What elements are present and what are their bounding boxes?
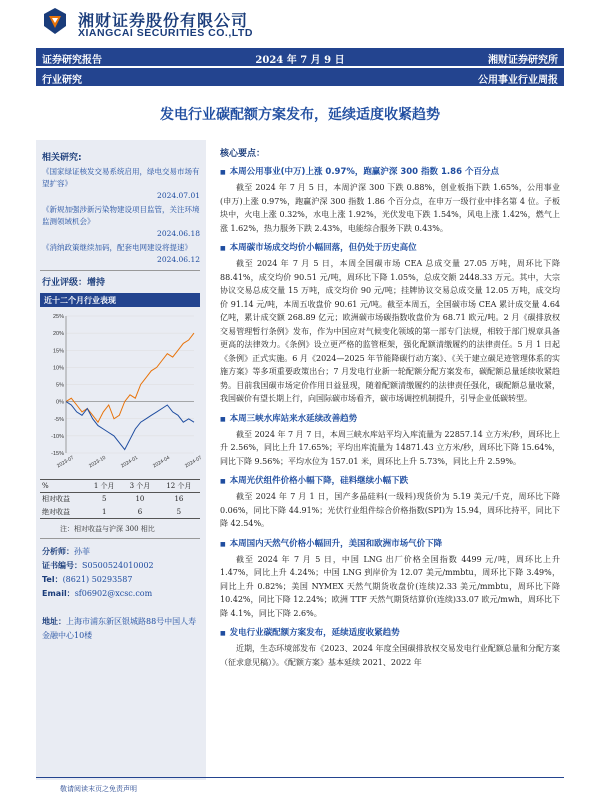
y-tick-label: 25% xyxy=(52,314,64,320)
y-tick-label: -15% xyxy=(51,451,64,457)
table-cell: 16 xyxy=(174,495,184,504)
footer-rule xyxy=(36,777,564,778)
section-body: 截至 2024 年 7 月 5 日，本周全国碳市场 CEA 总成交量 27.05 万吨，周环比下降 88.41%，成交均价 90.51 元/吨，周环比下降 1.05%，总成交额 2448.33 万元。其中，大宗协议交易总成交量 15 万吨，成交均价 90 元/吨；挂牌协议交易总成交量 12.05 万吨，成交均价 91.14 元/吨，本周五收盘价 90.61 元/吨。截至本周五，全国碳市场 CEA 累计成交量 4.64 亿吨，累计成交额 268.89 亿元；欧洲碳市场碳指数收盘价为 68.71 欧元/吨。2 月《碳排放权交易管理暂行条例》发布，作为中国应对气候变化领域的第一部专门法规，相较于部门规章具备更高的法律效力。《条例》设立更严格的监管框架，强化配额清缴履约的法律责任。5 月 1 日起《条例》正式实施。6 月《2024—2025 年节能降碳行动方案》、《关于建立碳足迹管理体系的实施方案》等多项重要政策出台；7 月发电行业新一轮配额分配方案发布，碳配额总量延续收紧趋势。目前我国碳市场定价作用日益显现，随着配额清缴履约的法律责任强化，碳配额总量收紧，我国碳价有望长期上行，向国际碳市场看齐，碳市场调控机制提升，引导企业低碳转型。 xyxy=(220,259,560,403)
x-tick-label: 2024-04 xyxy=(152,454,171,470)
section-body: 截至 2024 年 7 月 7 日，本周三峡水库站平均入库流量为 22857.14 立方米/秒，周环比上升 2.56%，同比上升 17.65%；平均出库流量为 14871.43 立方米/秒，周环比下降 15.64%，同比下降 9.56%；平均水位为 157.01 米，周环比上升 5.73%，同比上升 2.59%。 xyxy=(220,429,561,466)
address-label: 地址： xyxy=(42,617,66,626)
tel-row xyxy=(42,573,202,587)
section-heading: ■ 本周国内天然气价格小幅回升，美国和欧洲市场气价下降 xyxy=(220,537,560,549)
table-header-cell: % xyxy=(40,480,86,493)
table-cell: 5 xyxy=(101,495,107,504)
email-row xyxy=(42,587,202,601)
table-cell: 相对收益 xyxy=(42,495,70,504)
table-row xyxy=(40,506,200,519)
y-tick-label: 0% xyxy=(56,399,64,406)
main-content xyxy=(220,146,560,669)
table-note: 注：相对收益与沪深 300 相比 xyxy=(60,525,155,533)
section-heading: ■ 发电行业碳配额方案发布，延续适度收紧趋势 xyxy=(220,626,560,638)
performance-table xyxy=(40,479,200,519)
brand-name-cn: 湘财证券股份有限公司 xyxy=(78,11,249,30)
chart-title: 近十二个月行业表现 xyxy=(40,293,200,307)
x-tick-label: 2024-01 xyxy=(120,454,139,470)
section-body: 近期，生态环境部发布《2023、2024 年度全国碳排放权交易发电行业配额总量和分配方案（征求意见稿）》。《配额方案》基本延续 2021、2022 年 xyxy=(220,644,560,667)
institute-name: 湘财证券研究所 xyxy=(488,55,558,66)
section-heading: ■ 本周三峡水库站来水延续改善趋势 xyxy=(220,412,560,424)
related-item-text[interactable]: 《消纳政策继续加码，配套电网建设将提速》 xyxy=(42,243,192,252)
section-body: 截至 2024 年 7 月 1 日，国产多晶硅料(一级料)现货价为 5.19 美元/千克，周环比下降 0.06%，同比下降 44.91%；光伏行业组件综合价格指数(SPI)为 15.94，周环比持平，同比下降 42.54%。 xyxy=(220,492,560,528)
analyst-label: 分析师： xyxy=(42,547,74,556)
report-type: 证券研究报告 xyxy=(42,55,102,66)
sidebar-divider xyxy=(40,270,200,271)
table-header-row xyxy=(40,480,200,493)
analyst-name: 孙菲 xyxy=(74,547,90,556)
y-tick-label: 15% xyxy=(52,348,64,355)
research-category: 行业研究 xyxy=(42,75,82,86)
tel-number: (8621) 50293587 xyxy=(62,575,133,584)
cert-number: S0500524010002 xyxy=(82,561,154,570)
related-item-text[interactable]: 《国家绿证核发交易系统启用，绿电交易市场有望扩容》 xyxy=(42,167,200,188)
table-header-cell: 1 个月 xyxy=(86,480,122,493)
related-item-date: 2024.06.18 xyxy=(157,229,200,238)
sidebar-divider xyxy=(40,538,200,539)
related-item-date: 2024.06.12 xyxy=(157,255,200,264)
cert-label: 证书编号： xyxy=(42,561,82,570)
series-line xyxy=(66,402,194,450)
y-tick-label: 20% xyxy=(52,331,64,338)
table-row xyxy=(40,493,200,506)
table-cell: 10 xyxy=(135,495,145,504)
header-band-bottom xyxy=(36,68,564,86)
email-link[interactable]: sf06902@xcsc.com xyxy=(74,589,153,598)
brand-name-en: XIANGCAI SECURITIES CO.,LTD xyxy=(78,27,253,39)
table-cell: 1 xyxy=(86,506,122,519)
report-title: 发电行业碳配额方案发布，延续适度收紧趋势 xyxy=(160,107,440,123)
address-text: 上海市浦东新区银城路88号中国人寿金融中心10楼 xyxy=(42,617,197,640)
company-logo xyxy=(40,6,70,36)
disclaimer-note[interactable]: 敬请阅读末页之免责声明 xyxy=(60,785,137,793)
report-date: 2024 年 7 月 9 日 xyxy=(255,55,345,66)
address-block xyxy=(42,615,200,643)
table-cell: 5 xyxy=(158,506,200,519)
section-body: 截至 2024 年 7 月 5 日，本周沪深 300 下跌 0.88%，创业板指下跌 1.65%，公用事业(申万)上涨 0.97%，跑赢沪深 300 指数 1.86 个百分点，在申万一级行业中排名第 4 位。子板块中，火电上涨 0.32%，水电上涨 1.92%，光伏发电下跌 1.54%，风电上涨 1.42%，燃气上涨 1.62%，热力服务下跌 2.43%，电能综合服务下跌 0.43%。 xyxy=(220,183,560,233)
y-tick-label: -10% xyxy=(51,433,64,440)
table-header-cell: 3 个月 xyxy=(122,480,158,493)
analyst-block xyxy=(42,545,202,601)
x-tick-label: 2024-07 xyxy=(184,454,203,470)
related-research-heading: 相关研究: xyxy=(42,153,82,163)
section-body: 截至 2024 年 7 月 5 日，中国 LNG 出厂价格全国指数 4499 元/吨，周环比上升 1.47%，同比上升 4.24%；中国 LNG 到岸价为 12.07 美元/mmbtu，周环比下降 3.49%，同比上升 0.82%；美国 NYMEX 天然气期货收盘价(连续)2.33 美元/mmbtu，周环比下降 10.42%，同比下降 12.24%；欧洲 TTF 天然气期货结算价(连续)33.07 欧元/mwh，周环比下降 4.1%，同比下降 2.6%。 xyxy=(220,554,560,618)
header-band-top xyxy=(36,48,564,66)
analyst-row xyxy=(42,545,202,559)
x-tick-label: 2023-07 xyxy=(56,454,75,470)
series-line xyxy=(66,333,194,422)
y-tick-label: -5% xyxy=(54,416,64,423)
table-header-cell: 12 个月 xyxy=(158,480,200,493)
y-tick-label: 5% xyxy=(56,382,64,389)
key-points-heading: 核心要点： xyxy=(220,149,266,159)
table-cell: 绝对收益 xyxy=(40,506,86,519)
table-cell: 6 xyxy=(122,506,158,519)
y-tick-label: 10% xyxy=(52,365,64,372)
email-label: Email： xyxy=(42,589,75,598)
related-item-text[interactable]: 《新规加强涉新污染物建设项目监管，关注环境监测领域机会》 xyxy=(42,205,200,226)
report-series: 公用事业行业周报 xyxy=(478,75,558,86)
related-item-date: 2024.07.01 xyxy=(157,191,200,200)
related-research-list xyxy=(42,166,200,266)
industry-rating: 行业评级：增持 xyxy=(42,278,106,288)
performance-chart xyxy=(40,310,203,475)
section-heading: ■ 本周碳市场成交均价小幅回落，但仍处于历史高位 xyxy=(220,241,560,253)
cert-row xyxy=(42,559,202,573)
x-tick-label: 2023-10 xyxy=(88,454,107,470)
tel-label: Tel： xyxy=(42,575,63,584)
section-heading: ■ 本周光伏组件价格小幅下降，硅料继续小幅下跌 xyxy=(220,474,560,486)
section-heading: ■ 本周公用事业(中万)上涨 0.97%，跑赢沪深 300 指数 1.86 个百分点 xyxy=(220,165,560,177)
